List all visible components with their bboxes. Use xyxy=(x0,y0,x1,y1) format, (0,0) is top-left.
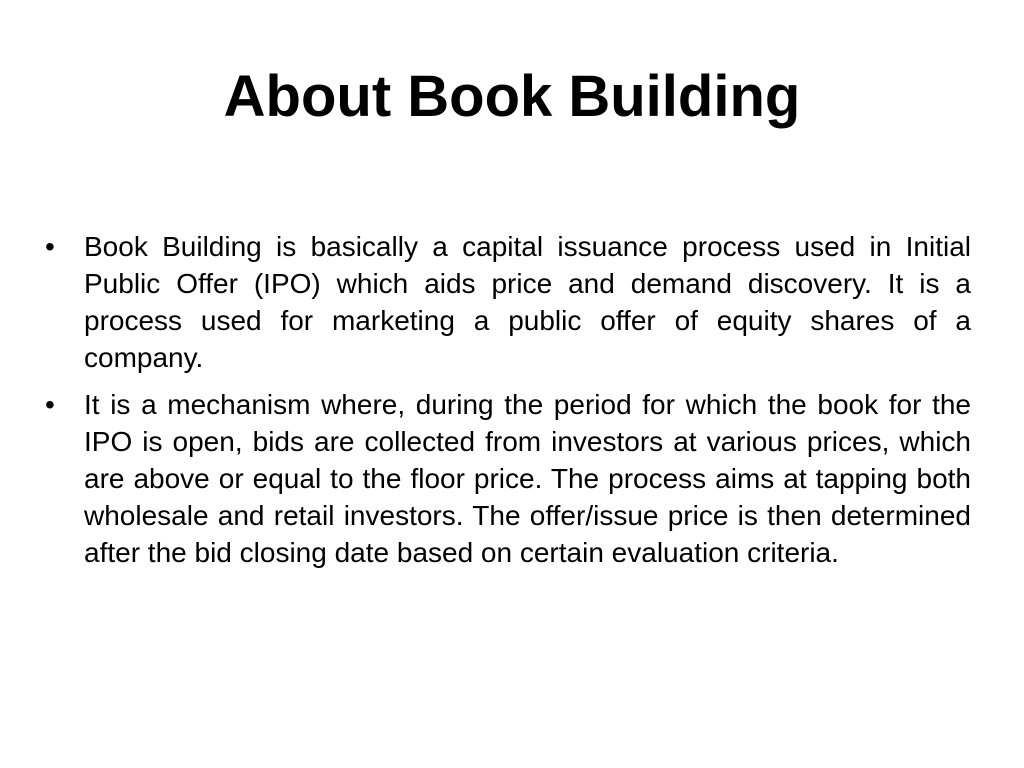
bullet-text: It is a mechanism where, during the period for which the book for the IPO is open, bids are collected from investors at various prices, which are above or equal to the floor price. The process aims at tapping both wholesale and retail investors. The offer/issue price is then determined after the bid closing date based on certain evaluation criteria. xyxy=(84,389,971,568)
bullet-item xyxy=(45,228,971,376)
bullet-item xyxy=(45,386,971,571)
bullet-icon: • xyxy=(45,389,55,420)
bullet-icon: • xyxy=(45,231,55,262)
bullet-list xyxy=(45,228,971,581)
slide-title: About Book Building xyxy=(223,64,801,129)
bullet-text: Book Building is basically a capital issuance process used in Initial Public Offer (IPO) which aids price and demand discovery. It is a process used for marketing a public offer of equity shares of a company. xyxy=(84,231,971,373)
